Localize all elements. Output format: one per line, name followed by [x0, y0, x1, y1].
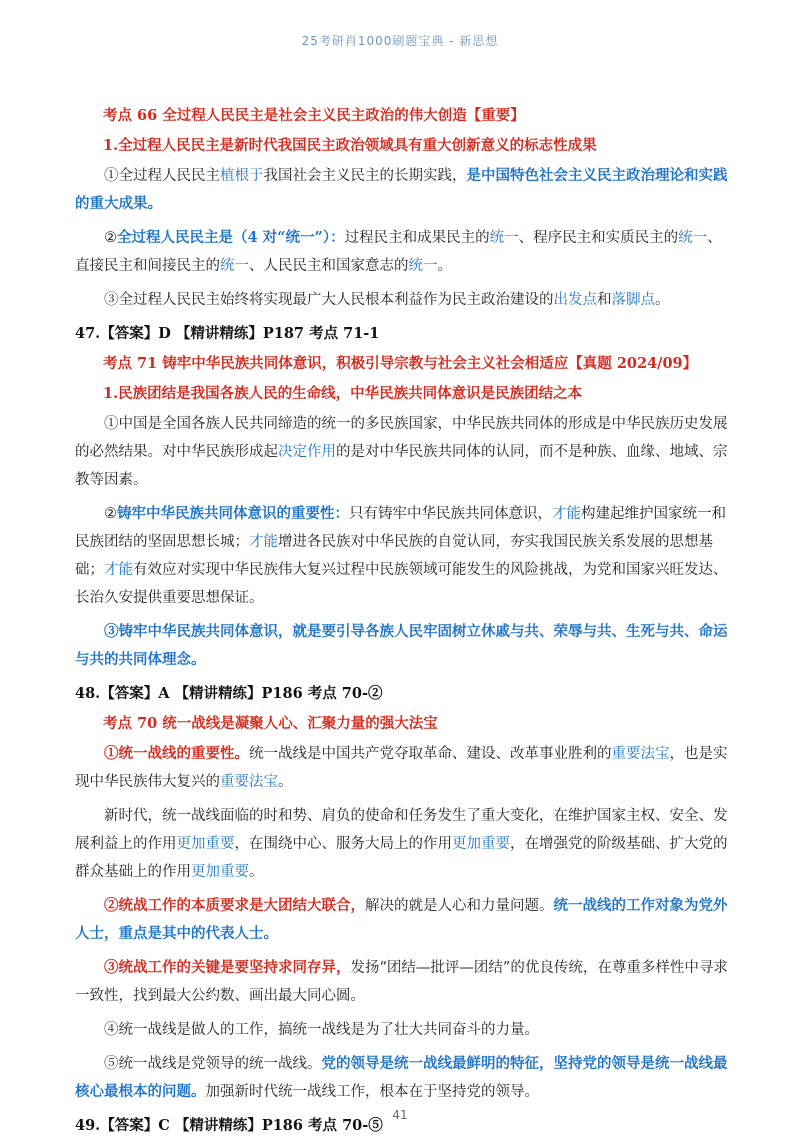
kp66-paragraph-3: ③全过程人民民主始终将实现最广大人民根本利益作为民主政治建设的出发点和落脚点。 — [104, 292, 670, 308]
page-number: 41 — [392, 1108, 408, 1122]
kp70-paragraph-4: ③统战工作的关键是要坚持求同存异，发扬“团结—批评—团结”的优良传统，在尊重多样性中寻求一致性，找到最大公约数、画出最大同心圆。 — [75, 959, 728, 1004]
kp70-paragraph-1: ①统一战线的重要性。统一战线是中国共产党夺取革命、建设、改革事业胜利的重要法宝，也是实现中华民族伟大复兴的重要法宝。 — [75, 745, 728, 790]
key-point-66-subtitle: 1.全过程人民民主是新时代我国民主政治领域具有重大创新意义的标志性成果 — [103, 137, 597, 154]
key-point-66-title: 考点 66 全过程人民民主是社会主义民主政治的伟大创造【重要】 — [103, 107, 525, 124]
kp70-paragraph-5: ④统一战线是做人的工作，搞统一战线是为了壮大共同奋斗的力量。 — [104, 1022, 539, 1038]
kp71-paragraph-1: ①中国是全国各族人民共同缔造的统一的多民族国家，中华民族共同体的形成是中华民族历史发展的必然结果。对中华民族形成起决定作用的是对中华民族共同体的认同，而不是种族、血缘、地域、宗教等因素。 — [75, 416, 728, 488]
kp71-paragraph-3: ③铸牢中华民族共同体意识，就是要引导各族人民牢固树立休戚与共、荣辱与共、生死与共、命运与共的共同体理念。 — [75, 623, 728, 668]
kp66-paragraph-2: ②全过程人民民主是（4 对“统一”）：过程民主和成果民主的统一、程序民主和实质民主的统一、直接民主和间接民主的统一、人民民主和国家意志的统一。 — [75, 229, 722, 274]
answer-48-heading: 48.【答案】A 【精讲精练】P186 考点 70-② — [75, 685, 383, 702]
kp70-paragraph-6: ⑤统一战线是党领导的统一战线。党的领导是统一战线最鲜明的特征，坚持党的领导是统一战线最核心最根本的问题。加强新时代统一战线工作，根本在于坚持党的领导。 — [75, 1055, 728, 1100]
key-point-71-subtitle: 1.民族团结是我国各族人民的生命线，中华民族共同体意识是民族团结之本 — [103, 385, 583, 402]
answer-47-heading: 47.【答案】D 【精讲精练】P187 考点 71-1 — [75, 325, 380, 342]
page-header: 25考研肖1000刷题宝典 - 新思想 — [301, 34, 499, 48]
key-point-70-title: 考点 70 统一战线是凝聚人心、汇聚力量的强大法宝 — [103, 715, 438, 732]
kp70-paragraph-2: 新时代，统一战线面临的时和势、肩负的使命和任务发生了重大变化，在维护国家主权、安全、发展利益上的作用更加重要，在围绕中心、服务大局上的作用更加重要，在增强党的阶级基础、扩大党的群众基础上的作用更加重要。 — [75, 808, 728, 880]
answer-49-heading: 49.【答案】C 【精讲精练】P186 考点 70-⑤ — [75, 1117, 383, 1134]
key-point-71-title: 考点 71 铸牢中华民族共同体意识，积极引导宗教与社会主义社会相适应【真题 2024/09】 — [103, 355, 698, 372]
kp70-paragraph-3: ②统战工作的本质要求是大团结大联合，解决的就是人心和力量问题。统一战线的工作对象为党外人士，重点是其中的代表人士。 — [75, 897, 728, 942]
kp71-paragraph-2: ②铸牢中华民族共同体意识的重要性：只有铸牢中华民族共同体意识，才能构建起维护国家统一和民族团结的坚固思想长城；才能增进各民族对中华民族的自觉认同，夯实我国民族关系发展的思想基础；才能有效应对实现中华民族伟大复兴过程中民族领域可能发生的风险挑战，为党和国家兴旺发达、长治久安提供重要思想保证。 — [75, 505, 728, 606]
page-content — [75, 102, 729, 1142]
kp66-paragraph-1: ①全过程人民民主植根于我国社会主义民主的长期实践，是中国特色社会主义民主政治理论和实践的重大成果。 — [75, 167, 728, 212]
